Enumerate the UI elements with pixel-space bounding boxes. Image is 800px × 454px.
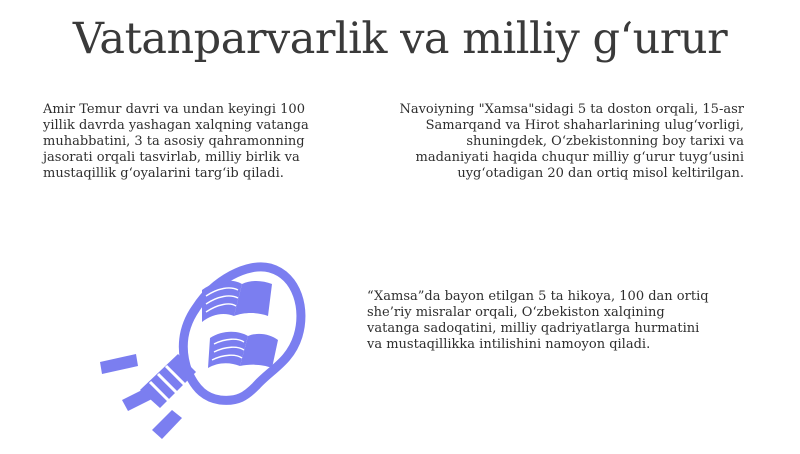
paragraph-bottom-line: “Xamsa”da bayon etilgan 5 ta hikoya, 100 dan ortiq [367,289,709,304]
paragraph-right-line: Samarqand va Hirot shaharlarining ulug‘vorligi, [425,118,744,133]
paragraph-left-line: muhabbatini, 3 ta asosiy qahramonning [43,134,305,149]
paragraph-bottom-line: va mustaqillikka intilishini namoyon qiladi. [367,337,651,352]
paragraph-right-line: madaniyati haqida chuqur milliy g‘urur tuyg‘usini [415,150,744,165]
paragraph-left-line: mustaqillik g‘oyalarini targ‘ib qiladi. [43,166,284,181]
lightbulb-book-icon [92,250,312,450]
paragraph-right-line: shuningdek, O‘zbekistonning boy tarixi va [466,134,744,149]
paragraph-right-line: Navoiyning "Xamsa"sidagi 5 ta doston orqali, 15-asr [399,102,744,117]
paragraph-left-line: yillik davrda yashagan xalqning vatanga [43,118,309,133]
paragraph-right [372,102,744,182]
paragraph-bottom-line: she’riy misralar orqali, O‘zbekiston xalqining [367,305,665,320]
paragraph-bottom [367,289,747,353]
paragraph-left-line: Amir Temur davri va undan keyingi 100 [43,102,305,117]
paragraph-left [43,102,343,182]
page-title: Vatanparvarlik va milliy g‘urur [72,14,728,64]
paragraph-right-line: uyg‘otadigan 20 dan ortiq misol keltirilgan. [457,166,744,181]
paragraph-left-line: jasorati orqali tasvirlab, milliy birlik va [43,150,300,165]
paragraph-bottom-line: vatanga sadoqatini, milliy qadriyatlarga hurmatini [367,321,700,336]
